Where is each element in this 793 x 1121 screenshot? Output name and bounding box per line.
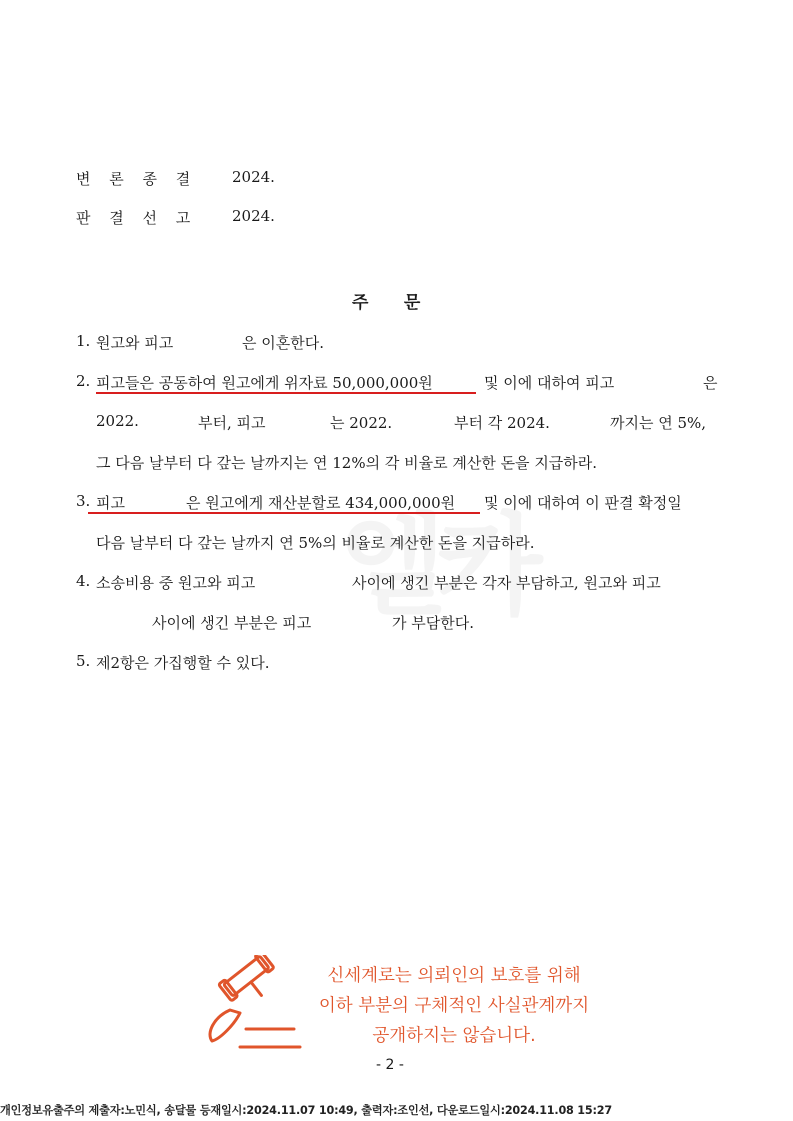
order-text: 및 이에 대하여 피고 — [484, 374, 615, 392]
order-number: 1. — [76, 332, 91, 350]
order-text: 원고와 피고 — [96, 334, 174, 352]
order-text: 피고들은 공동하여 원고에게 위자료 50,000,000원 — [96, 374, 433, 392]
red-underline — [96, 392, 476, 394]
order-number: 2. — [76, 372, 91, 390]
order-text: 소송비용 중 원고와 피고 — [96, 574, 256, 592]
notice-line: 이하 부분의 구체적인 사실관계까지 — [318, 996, 590, 1016]
order-text: 피고 — [96, 494, 125, 512]
order-text: 는 2022. — [330, 414, 393, 432]
order-text: 까지는 연 5%, — [610, 414, 707, 432]
gavel-icon — [200, 955, 304, 1059]
order-text: 다음 날부터 다 갚는 날까지 연 5%의 비율로 계산한 돈을 지급하라. — [96, 534, 535, 552]
print-footer: 개인정보유출주의 제출자:노민식, 송달물 등재일시:2024.11.07 10:49, 출력자:조인선, 다운로드일시:2024.11.08 15:27 — [0, 1104, 612, 1117]
order-text: 은 이혼한다. — [242, 334, 324, 352]
red-underline — [88, 512, 480, 514]
order-text: 사이에 생긴 부분은 각자 부담하고, 원고와 피고 — [352, 574, 661, 592]
order-text: 은 — [703, 374, 718, 392]
notice-line: 공개하지는 않습니다. — [372, 1026, 536, 1046]
order-text: 은 원고에게 재산분할로 434,000,000원 — [186, 494, 456, 512]
privacy-notice — [200, 955, 610, 1055]
order-text: 부터 각 2024. — [454, 414, 550, 432]
ruling-date: 2024. — [232, 207, 275, 225]
order-text: 사이에 생긴 부분은 피고 — [152, 614, 312, 632]
order-number: 3. — [76, 492, 91, 510]
order-text: 제2항은 가집행할 수 있다. — [96, 654, 270, 672]
section-title: 주 문 — [352, 293, 421, 313]
order-text: 2022. — [96, 412, 139, 430]
order-text: 그 다음 날부터 다 갚는 날까지는 연 12%의 각 비율로 계산한 돈을 지급하라. — [96, 454, 598, 472]
closing-label: 변 론 종 결 — [76, 170, 198, 188]
notice-line: 신세계로는 의뢰인의 보호를 위해 — [327, 966, 581, 986]
ruling-label: 판 결 선 고 — [76, 209, 198, 227]
order-text: 부터, 피고 — [198, 414, 266, 432]
order-text: 및 이에 대하여 이 판결 확정일 — [484, 494, 682, 512]
order-number: 4. — [76, 572, 91, 590]
page-number: - 2 - — [376, 1057, 404, 1073]
order-text: 가 부담한다. — [392, 614, 474, 632]
order-number: 5. — [76, 652, 91, 670]
closing-date: 2024. — [232, 168, 275, 186]
